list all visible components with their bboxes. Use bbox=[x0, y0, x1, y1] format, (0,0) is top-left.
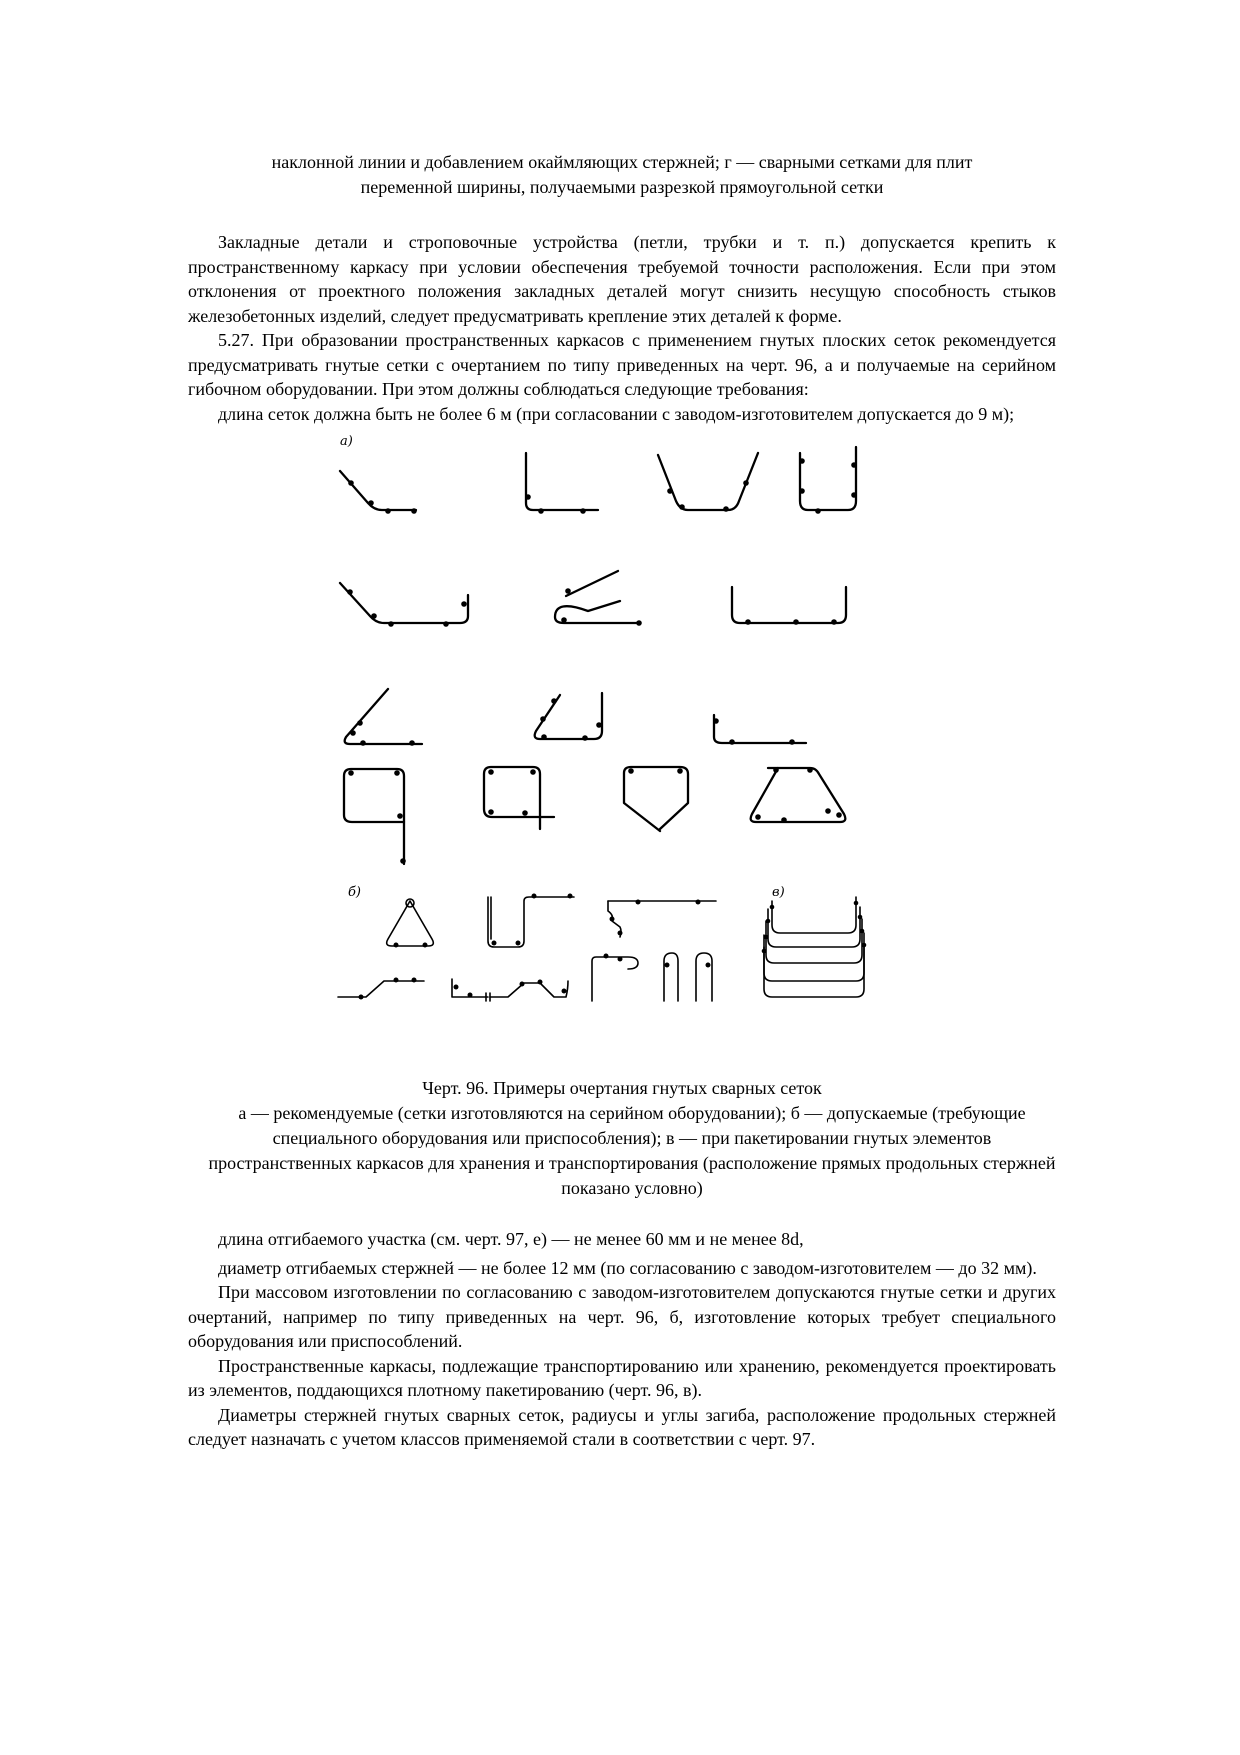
shape-a14-trapezoid bbox=[751, 767, 846, 823]
paragraph-mesh-length: длина сеток должна быть не более 6 м (при согласовании с заводом-изготовителем допускается до 9 м); bbox=[218, 403, 1015, 424]
shape-a2-l-profile bbox=[525, 453, 598, 514]
paragraph-5-27: 5.27. При образовании пространственных каркасов с применением гнутых плоских сеток рекомендуется предусматривать гнутые сетки с очертанием по типу приведенных на черт. 96, а и получаемые на серийном гибочном оборудовании. При этом должны соблюдаться следующие требования: bbox=[188, 330, 1056, 399]
figure-legend: а — рекомендуемые (сетки изготовляются на серийном оборудовании); б — допускаемые (требующие специального оборудования или приспособления); в — при пакетировании гнутых элементов пространственных каркасов для хранения и транспортирования (расположение прямых продольных стержней показано условно) bbox=[208, 1103, 1056, 1198]
shape-a11-closed-rect-tail bbox=[344, 769, 406, 864]
paragraph-transport: Пространственные каркасы, подлежащие транспортированию или хранению, рекомендуется проектировать из элементов, поддающихся плотному пакетированию (черт. 96, в). bbox=[188, 1355, 1056, 1400]
shape-a5-angled-hook bbox=[340, 583, 468, 627]
shape-a4-u-channel bbox=[799, 447, 857, 514]
paragraph-bend-length: длина отгибаемого участка (см. черт. 97, е) — не менее 60 мм и не менее 8d, bbox=[218, 1229, 804, 1249]
shape-b2-step-u bbox=[488, 894, 574, 948]
label-v: в) bbox=[772, 885, 785, 900]
shape-b3-hook-flat bbox=[608, 900, 716, 938]
caption-line-1: наклонной линии и добавлением окаймляющих стержней; г — сварными сетками для плит bbox=[271, 152, 973, 172]
shape-a12-closed-rect-cross bbox=[484, 767, 554, 829]
paragraph-bar-diameter: диаметр отгибаемых стержней — не более 12 мм (по согласованию с заводом-изготовителем — до 32 мм). bbox=[218, 1257, 1037, 1278]
shape-a7-flat-u bbox=[732, 587, 846, 625]
caption-line-2: переменной ширины, получаемыми разрезкой прямоугольной сетки bbox=[360, 177, 884, 197]
document-page bbox=[188, 150, 1056, 1452]
figure-96 bbox=[188, 431, 1056, 1076]
shape-b1-triangle bbox=[387, 899, 434, 948]
previous-figure-caption bbox=[188, 150, 1056, 200]
label-b: б) bbox=[348, 885, 362, 900]
shape-b7-closed-u bbox=[664, 953, 712, 1001]
figure-caption: Черт. 96. Примеры очертания гнутых сварных сеток bbox=[422, 1078, 822, 1098]
figure-96-drawing bbox=[188, 431, 1056, 1076]
shape-a8-v-angle bbox=[345, 689, 422, 746]
shape-a1-angled-left bbox=[340, 471, 417, 514]
shape-a3-trough bbox=[658, 453, 758, 512]
shape-b4-step-low bbox=[338, 978, 424, 1000]
paragraph-embedded-parts: Закладные детали и строповочные устройства (петли, трубки и т. п.) допускается крепить к пространственному каркасу при условии обеспечения требуемой точности расположения. Если при этом отклонения от проектного положения закладных деталей могут снизить несущую способность стыков железобетонных изделий, следует предусматривать крепление этих деталей к форме. bbox=[188, 232, 1056, 326]
shape-b6-hook-loop bbox=[592, 954, 638, 1002]
label-a: а) bbox=[340, 434, 353, 449]
paragraph-diameters: Диаметры стержней гнутых сварных сеток, радиусы и углы загиба, расположение продольных стержней следует назначать с учетом классов применяемой стали в соответствии с черт. 97. bbox=[188, 1404, 1056, 1449]
paragraph-mass-production: При массовом изготовлении по согласованию с заводом-изготовителем допускаются гнутые сетки и других очертаний, например по типу приведенных на черт. 96, б, изготовление которых требует специального оборудования или приспособлений. bbox=[188, 1282, 1056, 1351]
shape-a9-angled-u bbox=[535, 693, 602, 741]
shape-b5-double-step bbox=[452, 979, 568, 1001]
shape-a13-pentagon bbox=[624, 767, 688, 831]
shape-v-nested-u bbox=[762, 897, 867, 997]
shape-a6-top-bar bbox=[566, 571, 618, 596]
shape-a10-low-l bbox=[713, 715, 806, 745]
